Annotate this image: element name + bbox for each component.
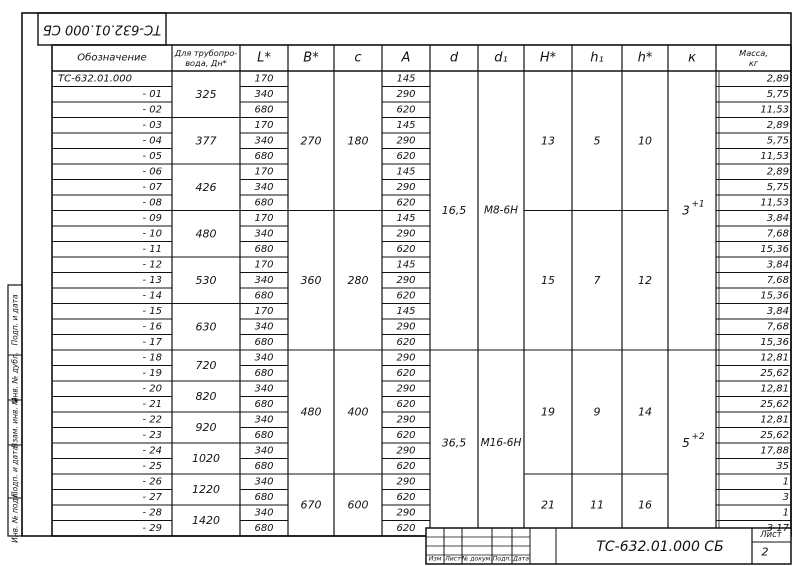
row-A: 290 xyxy=(396,135,416,147)
row-designation: - 04 xyxy=(142,135,162,147)
row-A: 290 xyxy=(396,321,416,333)
row-mass: 3 xyxy=(782,491,789,503)
group-d: 36,5 xyxy=(441,436,467,450)
row-A: 620 xyxy=(396,429,416,441)
row-L: 680 xyxy=(254,367,274,379)
row-mass: 25,62 xyxy=(760,398,789,410)
group-H: 15 xyxy=(541,273,555,287)
row-L: 170 xyxy=(254,259,274,271)
group-h1: 5 xyxy=(593,134,601,148)
header-A: А xyxy=(401,50,411,66)
row-A: 290 xyxy=(396,383,416,395)
row-mass: 1 xyxy=(782,507,789,519)
row-A: 290 xyxy=(396,445,416,457)
row-mass: 2,89 xyxy=(766,119,789,131)
group-H: 21 xyxy=(541,498,555,512)
row-mass: 5,75 xyxy=(766,88,789,100)
group-pipeline-dn: 630 xyxy=(195,320,217,334)
group-pipeline-dn: 325 xyxy=(195,87,217,101)
row-L: 340 xyxy=(254,445,274,457)
row-A: 290 xyxy=(396,228,416,240)
row-designation: - 24 xyxy=(142,445,162,457)
row-designation: - 23 xyxy=(142,429,162,441)
row-mass: 17,88 xyxy=(760,445,789,457)
row-designation: - 12 xyxy=(142,259,162,271)
row-mass: 15,36 xyxy=(760,243,789,255)
row-mass: 15,36 xyxy=(760,336,789,348)
row-A: 620 xyxy=(396,398,416,410)
row-designation: - 05 xyxy=(142,150,162,162)
row-A: 145 xyxy=(396,73,416,85)
group-h: 10 xyxy=(638,134,652,148)
group-pipeline-dn: 920 xyxy=(195,421,217,434)
row-A: 620 xyxy=(396,243,416,255)
row-mass: 3,84 xyxy=(766,212,789,224)
row-designation: - 07 xyxy=(142,181,162,193)
row-L: 340 xyxy=(254,135,274,147)
row-mass: 25,62 xyxy=(760,429,789,441)
row-L: 680 xyxy=(254,243,274,255)
row-L: 680 xyxy=(254,522,274,534)
row-designation: - 08 xyxy=(142,197,162,209)
header-pipeline-dn-line2: вода, Дн* xyxy=(185,58,227,68)
row-designation: - 10 xyxy=(142,228,162,240)
row-mass: 11,53 xyxy=(760,150,789,162)
row-designation: - 16 xyxy=(142,321,162,333)
row-L: 170 xyxy=(254,119,274,131)
group-h: 12 xyxy=(638,273,652,287)
row-L: 340 xyxy=(254,507,274,519)
row-designation: - 20 xyxy=(142,383,162,395)
group-pipeline-dn: 480 xyxy=(195,227,217,241)
row-A: 290 xyxy=(396,352,416,364)
header-h1: h₁ xyxy=(590,50,604,66)
row-L: 680 xyxy=(254,336,274,348)
row-mass: 5,75 xyxy=(766,135,789,147)
group-c: 600 xyxy=(347,498,369,512)
row-mass: 25,62 xyxy=(760,367,789,379)
group-pipeline-dn: 820 xyxy=(195,390,217,403)
group-c: 180 xyxy=(347,134,369,148)
row-A: 290 xyxy=(396,274,416,286)
row-mass: 12,81 xyxy=(760,414,789,426)
row-designation: - 28 xyxy=(142,507,162,519)
header-h: h* xyxy=(637,50,653,66)
row-mass: 11,53 xyxy=(760,197,789,209)
group-k-value: 5 xyxy=(682,436,690,450)
row-mass: 12,81 xyxy=(760,352,789,364)
row-designation: - 11 xyxy=(142,243,162,255)
row-L: 340 xyxy=(254,352,274,364)
row-L: 680 xyxy=(254,429,274,441)
row-designation: - 18 xyxy=(142,352,162,364)
header-pipeline-dn-line1: Для трубопро- xyxy=(174,48,238,58)
row-mass: 35 xyxy=(776,460,789,472)
row-L: 170 xyxy=(254,212,274,224)
row-L: 340 xyxy=(254,476,274,488)
row-L: 340 xyxy=(254,228,274,240)
row-L: 170 xyxy=(254,305,274,317)
title-block-code: ТС-632.01.000 СБ xyxy=(596,539,724,555)
title-block-column-label: Подп. xyxy=(492,555,512,563)
header-H: Н* xyxy=(539,50,557,66)
group-B: 270 xyxy=(300,134,322,148)
group-k-value: 3 xyxy=(682,203,690,218)
row-A: 620 xyxy=(396,290,416,302)
row-designation: - 01 xyxy=(142,88,162,100)
row-designation: - 27 xyxy=(142,491,162,503)
header-d: d xyxy=(449,50,459,66)
row-designation: - 15 xyxy=(142,305,162,317)
row-A: 620 xyxy=(396,491,416,503)
row-designation: - 25 xyxy=(142,460,162,472)
group-H: 13 xyxy=(541,134,555,148)
group-h1: 11 xyxy=(590,498,604,512)
side-stamp-field: Инв. № дубл. xyxy=(10,351,20,404)
header-d1: d₁ xyxy=(494,50,508,66)
header-mass-line1: Масса, xyxy=(739,48,768,58)
group-d: 16,5 xyxy=(441,204,467,217)
row-mass: 1 xyxy=(782,476,789,488)
row-L: 340 xyxy=(254,383,274,395)
group-pipeline-dn: 720 xyxy=(195,359,217,372)
side-stamp-field: Инв. № подл. xyxy=(10,491,20,543)
group-pipeline-dn: 377 xyxy=(195,134,217,148)
side-stamp-field: Подп. и дата xyxy=(10,294,20,346)
row-L: 340 xyxy=(254,88,274,100)
title-block-column-label: Лист xyxy=(445,555,461,563)
row-L: 680 xyxy=(254,460,274,472)
row-A: 145 xyxy=(396,166,416,178)
row-L: 680 xyxy=(254,398,274,410)
row-designation: - 06 xyxy=(142,166,162,178)
row-L: 170 xyxy=(254,166,274,178)
header-B: В* xyxy=(303,50,319,66)
title-block-column-label: Дата xyxy=(512,555,530,563)
row-designation: ТС-632.01.000 xyxy=(58,73,132,85)
row-mass: 11,53 xyxy=(760,104,789,116)
group-pipeline-dn: 530 xyxy=(195,273,217,287)
row-designation: - 14 xyxy=(142,290,162,302)
row-designation: - 03 xyxy=(142,119,162,131)
group-h: 16 xyxy=(638,498,652,512)
row-mass: 3,84 xyxy=(766,259,789,271)
row-designation: - 19 xyxy=(142,367,162,379)
row-mass: 7,68 xyxy=(766,274,789,286)
row-mass: 2,89 xyxy=(766,166,789,178)
row-designation: - 09 xyxy=(142,212,162,224)
row-A: 290 xyxy=(396,476,416,488)
row-L: 680 xyxy=(254,104,274,116)
row-L: 680 xyxy=(254,197,274,209)
row-A: 620 xyxy=(396,197,416,209)
group-B: 670 xyxy=(300,498,322,512)
row-A: 620 xyxy=(396,367,416,379)
group-d1: М16-6Н xyxy=(480,437,522,449)
row-A: 620 xyxy=(396,522,416,534)
row-A: 620 xyxy=(396,104,416,116)
row-L: 680 xyxy=(254,150,274,162)
sheet-label: Лист xyxy=(760,530,782,540)
row-A: 620 xyxy=(396,460,416,472)
header-mass-line2: кг xyxy=(748,58,759,68)
group-d1: М8-6Н xyxy=(483,204,519,217)
row-A: 145 xyxy=(396,259,416,271)
row-L: 340 xyxy=(254,274,274,286)
row-L: 340 xyxy=(254,414,274,426)
group-h1: 9 xyxy=(593,405,601,419)
row-mass: 15,36 xyxy=(760,290,789,302)
row-designation: - 13 xyxy=(142,274,162,286)
header-k: к xyxy=(688,50,696,66)
group-h: 14 xyxy=(638,405,652,419)
group-c: 400 xyxy=(347,405,369,419)
row-designation: - 17 xyxy=(142,336,162,348)
table-frame xyxy=(52,45,791,536)
row-mass: 3,84 xyxy=(766,305,789,317)
row-designation: - 21 xyxy=(142,398,162,410)
row-mass: 7,68 xyxy=(766,321,789,333)
top-code-stamp: ТС-632.01.000 СБ xyxy=(42,21,162,37)
row-designation: - 02 xyxy=(142,104,162,116)
row-mass: 3 17 xyxy=(766,522,789,534)
row-mass: 12,81 xyxy=(760,383,789,395)
group-k-tolerance: +2 xyxy=(691,432,705,442)
row-designation: - 22 xyxy=(142,414,162,426)
group-h1: 7 xyxy=(593,273,601,287)
group-k-tolerance: +1 xyxy=(691,199,705,210)
row-A: 290 xyxy=(396,414,416,426)
title-block-column-label: № докум. xyxy=(461,555,493,563)
row-A: 145 xyxy=(396,119,416,131)
group-pipeline-dn: 1420 xyxy=(192,514,220,527)
row-A: 145 xyxy=(396,212,416,224)
group-H: 19 xyxy=(541,405,555,419)
title-block-column-label: Изм xyxy=(428,555,442,563)
row-A: 290 xyxy=(396,181,416,193)
row-A: 620 xyxy=(396,150,416,162)
row-A: 290 xyxy=(396,507,416,519)
row-designation: - 29 xyxy=(142,522,162,534)
row-A: 145 xyxy=(396,305,416,317)
group-pipeline-dn: 1020 xyxy=(192,452,220,465)
row-mass: 2,89 xyxy=(766,73,789,85)
side-stamp-field: Подп. и дата xyxy=(10,445,20,498)
row-designation: - 26 xyxy=(142,476,162,488)
row-mass: 7,68 xyxy=(766,228,789,240)
sheet-number: 2 xyxy=(761,545,769,559)
side-stamp-field: Взам. инв. № xyxy=(10,397,20,448)
group-B: 360 xyxy=(300,273,322,287)
row-L: 340 xyxy=(254,181,274,193)
row-mass: 5,75 xyxy=(766,181,789,193)
row-A: 290 xyxy=(396,88,416,100)
table-texts xyxy=(11,22,790,563)
row-L: 170 xyxy=(254,73,274,85)
header-c: c xyxy=(354,50,362,66)
row-L: 680 xyxy=(254,491,274,503)
row-L: 680 xyxy=(254,290,274,302)
group-pipeline-dn: 426 xyxy=(195,180,217,194)
header-designation: Обозначение xyxy=(77,52,147,64)
group-B: 480 xyxy=(300,405,322,419)
row-L: 340 xyxy=(254,321,274,333)
header-L: L* xyxy=(257,50,271,66)
group-pipeline-dn: 1220 xyxy=(192,483,220,496)
row-A: 620 xyxy=(396,336,416,348)
group-c: 280 xyxy=(347,273,369,287)
